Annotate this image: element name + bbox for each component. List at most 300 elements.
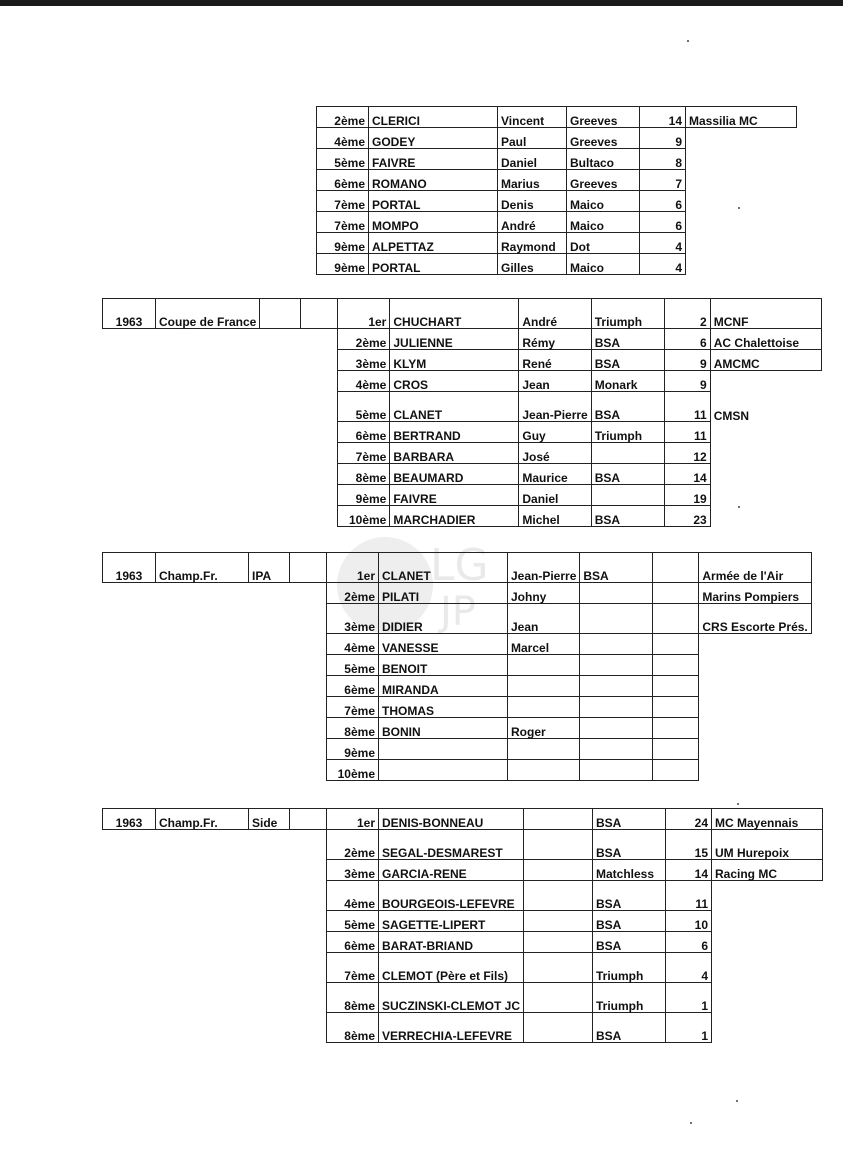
club-cell: CMSN [710, 392, 821, 422]
table-row [317, 233, 797, 254]
rider-name-cell: DIDIER [379, 604, 508, 634]
spacer-cell [290, 655, 327, 676]
club-cell: UM Hurepoix [712, 830, 823, 860]
points-cell: 9 [664, 371, 710, 392]
points-cell: 12 [664, 443, 710, 464]
spacer-cell [301, 329, 338, 350]
spacer-cell [156, 506, 260, 527]
rider-name-cell: CLANET [390, 392, 519, 422]
spacer-cell [103, 634, 156, 655]
points-cell: 6 [664, 329, 710, 350]
club-cell [710, 371, 821, 392]
table-row [103, 583, 812, 604]
spacer-cell [249, 697, 290, 718]
motorcycle-cell [591, 443, 664, 464]
rider-name-cell: CROS [390, 371, 519, 392]
spacer-cell [290, 718, 327, 739]
rider-name-cell: CHUCHART [390, 299, 519, 329]
rider-name-cell: PORTAL [369, 191, 498, 212]
scan-speck [687, 40, 689, 42]
rank-cell: 5ème [327, 911, 379, 932]
rider-name-cell: VERRECHIA-LEFEVRE [379, 1013, 524, 1043]
spacer-cell [156, 1013, 249, 1043]
first-name-cell: René [519, 350, 591, 371]
table-row [103, 329, 822, 350]
club-cell [710, 464, 821, 485]
points-cell: 15 [666, 830, 712, 860]
motorcycle-cell: BSA [593, 830, 666, 860]
rider-name-cell [379, 760, 508, 781]
motorcycle-cell: Dot [567, 233, 640, 254]
spacer-cell [249, 655, 290, 676]
motorcycle-cell [580, 718, 653, 739]
spacer-cell [156, 583, 249, 604]
table-row [103, 739, 812, 760]
rank-cell: 4ème [327, 634, 379, 655]
rank-cell: 10ème [327, 760, 379, 781]
rider-name-cell: CLANET [379, 553, 508, 583]
motorcycle-cell: Greeves [567, 128, 640, 149]
spacer-cell [103, 506, 156, 527]
rider-name-cell: BERTRAND [390, 422, 519, 443]
rider-name-cell: GARCIA-RENE [379, 860, 524, 881]
spacer-cell [103, 329, 156, 350]
spacer-cell [103, 464, 156, 485]
motorcycle-cell: Bultaco [567, 149, 640, 170]
table-row [103, 860, 823, 881]
motorcycle-cell: BSA [591, 392, 664, 422]
rider-name-cell [379, 739, 508, 760]
rank-cell: 6ème [317, 170, 369, 191]
points-cell: 14 [640, 107, 686, 128]
club-cell: Marins Pompiers [699, 583, 811, 604]
motorcycle-cell: BSA [591, 464, 664, 485]
results-table-continued [316, 106, 797, 275]
motorcycle-cell: Greeves [567, 170, 640, 191]
points-cell: 8 [640, 149, 686, 170]
points-cell [653, 760, 699, 781]
points-cell: 6 [666, 932, 712, 953]
motorcycle-cell: BSA [593, 932, 666, 953]
table-row [103, 464, 822, 485]
spacer-cell [290, 760, 327, 781]
spacer-cell [103, 953, 156, 983]
spacer-cell [103, 485, 156, 506]
rank-cell: 9ème [317, 233, 369, 254]
rider-name-cell: GODEY [369, 128, 498, 149]
points-cell: 11 [664, 422, 710, 443]
spacer-cell [156, 655, 249, 676]
points-cell [653, 718, 699, 739]
points-cell: 6 [640, 212, 686, 233]
table-row [103, 350, 822, 371]
spacer-cell [249, 634, 290, 655]
spacer-cell [301, 371, 338, 392]
table-row [317, 149, 797, 170]
results-table-champ-fr-side [102, 808, 823, 1043]
spacer-cell [156, 881, 249, 911]
club-cell [686, 233, 797, 254]
table-row [317, 107, 797, 128]
rank-cell: 5ème [327, 655, 379, 676]
club-cell [699, 655, 811, 676]
motorcycle-cell: BSA [580, 553, 653, 583]
motorcycle-cell [580, 655, 653, 676]
motorcycle-cell [580, 604, 653, 634]
spacer-cell [103, 655, 156, 676]
rider-name-cell: BONIN [379, 718, 508, 739]
rank-cell: 6ème [327, 676, 379, 697]
rank-cell: 7ème [317, 212, 369, 233]
rider-name-cell: THOMAS [379, 697, 508, 718]
first-name-cell: Jean [508, 604, 580, 634]
rider-name-cell: DENIS-BONNEAU [379, 809, 524, 830]
points-cell [653, 739, 699, 760]
motorcycle-cell: Triumph [593, 953, 666, 983]
first-name-cell: Rémy [519, 329, 591, 350]
empty-cell [290, 553, 327, 583]
rank-cell: 5ème [317, 149, 369, 170]
points-cell: 1 [666, 983, 712, 1013]
rider-name-cell: KLYM [390, 350, 519, 371]
club-cell: AMCMC [710, 350, 821, 371]
points-cell: 4 [640, 254, 686, 275]
motorcycle-cell: Greeves [567, 107, 640, 128]
spacer-cell [156, 371, 260, 392]
spacer-cell [260, 485, 301, 506]
motorcycle-cell [580, 739, 653, 760]
club-cell: Massilia MC [686, 107, 797, 128]
first-name-cell: André [519, 299, 591, 329]
spacer-cell [290, 932, 327, 953]
motorcycle-cell: BSA [591, 329, 664, 350]
table-row [103, 553, 812, 583]
rider-name-cell: CLEMOT (Père et Fils) [379, 953, 524, 983]
motorcycle-cell [580, 583, 653, 604]
table-row [103, 809, 823, 830]
first-name-cell: Roger [508, 718, 580, 739]
rider-name-cell: JULIENNE [390, 329, 519, 350]
results-table-champ-fr-ipa [102, 552, 812, 781]
first-name-cell [524, 809, 593, 830]
spacer-cell [260, 350, 301, 371]
spacer-cell [156, 697, 249, 718]
spacer-cell [103, 1013, 156, 1043]
club-cell: Armée de l'Air [699, 553, 811, 583]
first-name-cell [524, 932, 593, 953]
club-cell [712, 953, 823, 983]
spacer-cell [156, 464, 260, 485]
points-cell: 9 [664, 350, 710, 371]
spacer-cell [290, 676, 327, 697]
rider-name-cell: BENOIT [379, 655, 508, 676]
rank-cell: 9ème [317, 254, 369, 275]
first-name-cell: Vincent [498, 107, 567, 128]
first-name-cell [524, 953, 593, 983]
first-name-cell [524, 983, 593, 1013]
spacer-cell [156, 860, 249, 881]
motorcycle-cell: BSA [593, 1013, 666, 1043]
spacer-cell [260, 371, 301, 392]
table-row [103, 422, 822, 443]
motorcycle-cell: Triumph [593, 983, 666, 1013]
table-row [103, 299, 822, 329]
spacer-cell [156, 329, 260, 350]
first-name-cell: Daniel [519, 485, 591, 506]
rank-cell: 8ème [327, 983, 379, 1013]
spacer-cell [103, 830, 156, 860]
first-name-cell: Marcel [508, 634, 580, 655]
table-row [317, 212, 797, 233]
rider-name-cell: ROMANO [369, 170, 498, 191]
spacer-cell [103, 881, 156, 911]
table-row [103, 830, 823, 860]
spacer-cell [249, 953, 290, 983]
table-row [103, 485, 822, 506]
rank-cell: 2ème [338, 329, 390, 350]
club-cell: CRS Escorte Prés. [699, 604, 811, 634]
club-cell [699, 634, 811, 655]
club-cell [710, 485, 821, 506]
rank-cell: 10ème [338, 506, 390, 527]
rank-cell: 3ème [327, 604, 379, 634]
first-name-cell: Denis [498, 191, 567, 212]
table-row [317, 170, 797, 191]
empty-cell [290, 809, 327, 830]
rank-cell: 2ème [317, 107, 369, 128]
first-name-cell: Johny [508, 583, 580, 604]
table-row [317, 254, 797, 275]
club-cell [699, 718, 811, 739]
spacer-cell [249, 760, 290, 781]
scan-speck [737, 803, 739, 805]
first-name-cell: Paul [498, 128, 567, 149]
motorcycle-cell: Maico [567, 191, 640, 212]
spacer-cell [103, 371, 156, 392]
first-name-cell [524, 860, 593, 881]
club-cell [699, 739, 811, 760]
rank-cell: 6ème [327, 932, 379, 953]
spacer-cell [290, 739, 327, 760]
svg-text:LG: LG [430, 540, 489, 591]
spacer-cell [156, 350, 260, 371]
spacer-cell [103, 604, 156, 634]
spacer-cell [301, 464, 338, 485]
competition-cell: Champ.Fr. [156, 809, 249, 830]
spacer-cell [103, 739, 156, 760]
club-cell: AC Chalettoise [710, 329, 821, 350]
spacer-cell [156, 485, 260, 506]
first-name-cell: Michel [519, 506, 591, 527]
spacer-cell [156, 983, 249, 1013]
points-cell: 14 [666, 860, 712, 881]
motorcycle-cell: BSA [593, 911, 666, 932]
spacer-cell [156, 932, 249, 953]
motorcycle-cell: BSA [591, 506, 664, 527]
spacer-cell [103, 718, 156, 739]
table-row [103, 932, 823, 953]
spacer-cell [249, 932, 290, 953]
spacer-cell [156, 760, 249, 781]
rank-cell: 9ème [338, 485, 390, 506]
spacer-cell [156, 953, 249, 983]
first-name-cell [508, 697, 580, 718]
rank-cell: 1er [338, 299, 390, 329]
spacer-cell [249, 830, 290, 860]
spacer-cell [156, 739, 249, 760]
spacer-cell [103, 350, 156, 371]
rider-name-cell: FAIVRE [369, 149, 498, 170]
first-name-cell [508, 739, 580, 760]
spacer-cell [260, 422, 301, 443]
rank-cell: 1er [327, 553, 379, 583]
first-name-cell: Daniel [498, 149, 567, 170]
points-cell [653, 553, 699, 583]
spacer-cell [249, 983, 290, 1013]
motorcycle-cell: Maico [567, 212, 640, 233]
category-cell: Side [249, 809, 290, 830]
category-cell [260, 299, 301, 329]
points-cell [653, 655, 699, 676]
rank-cell: 4ème [317, 128, 369, 149]
rider-name-cell: SAGETTE-LIPERT [379, 911, 524, 932]
club-cell [712, 911, 823, 932]
rider-name-cell: ALPETTAZ [369, 233, 498, 254]
spacer-cell [156, 911, 249, 932]
points-cell: 4 [640, 233, 686, 254]
spacer-cell [156, 604, 249, 634]
spacer-cell [103, 860, 156, 881]
rider-name-cell: PILATI [379, 583, 508, 604]
spacer-cell [301, 443, 338, 464]
table-row [103, 676, 812, 697]
first-name-cell [524, 830, 593, 860]
table-row [103, 760, 812, 781]
spacer-cell [103, 676, 156, 697]
spacer-cell [290, 983, 327, 1013]
rank-cell: 1er [327, 809, 379, 830]
year-cell: 1963 [103, 809, 156, 830]
spacer-cell [249, 604, 290, 634]
points-cell [653, 583, 699, 604]
club-cell [699, 676, 811, 697]
table-row [103, 443, 822, 464]
spacer-cell [290, 860, 327, 881]
rider-name-cell: BEAUMARD [390, 464, 519, 485]
competition-cell: Coupe de France [156, 299, 260, 329]
spacer-cell [260, 464, 301, 485]
spacer-cell [290, 583, 327, 604]
first-name-cell [508, 655, 580, 676]
table-row [103, 1013, 823, 1043]
spacer-cell [249, 1013, 290, 1043]
club-cell [686, 170, 797, 191]
spacer-cell [290, 1013, 327, 1043]
category-cell: IPA [249, 553, 290, 583]
svg-text:JP: JP [440, 589, 476, 635]
points-cell: 4 [666, 953, 712, 983]
rank-cell: 2ème [327, 830, 379, 860]
spacer-cell [156, 392, 260, 422]
spacer-cell [290, 604, 327, 634]
table-row [103, 506, 822, 527]
motorcycle-cell: Triumph [591, 299, 664, 329]
points-cell: 7 [640, 170, 686, 191]
results-table-coupe-de-france [102, 298, 822, 527]
spacer-cell [103, 583, 156, 604]
rank-cell: 7ème [327, 953, 379, 983]
spacer-cell [260, 392, 301, 422]
spacer-cell [103, 697, 156, 718]
scan-speck [736, 1100, 738, 1102]
rider-name-cell: SUCZINSKI-CLEMOT JC [379, 983, 524, 1013]
club-cell [710, 422, 821, 443]
rank-cell: 2ème [327, 583, 379, 604]
points-cell: 19 [664, 485, 710, 506]
first-name-cell: José [519, 443, 591, 464]
table-row [103, 604, 812, 634]
motorcycle-cell: BSA [593, 809, 666, 830]
first-name-cell [508, 760, 580, 781]
rank-cell: 3ème [338, 350, 390, 371]
spacer-cell [249, 739, 290, 760]
table-row [103, 371, 822, 392]
table-row [103, 392, 822, 422]
spacer-cell [249, 583, 290, 604]
rider-name-cell: BARAT-BRIAND [379, 932, 524, 953]
points-cell [653, 634, 699, 655]
spacer-cell [290, 881, 327, 911]
table-row [103, 718, 812, 739]
rider-name-cell: BARBARA [390, 443, 519, 464]
club-cell [686, 128, 797, 149]
motorcycle-cell [580, 760, 653, 781]
rank-cell: 3ème [327, 860, 379, 881]
motorcycle-cell: Triumph [591, 422, 664, 443]
rider-name-cell: FAIVRE [390, 485, 519, 506]
spacer-cell [290, 634, 327, 655]
spacer-cell [103, 422, 156, 443]
club-cell: MCNF [710, 299, 821, 329]
points-cell [653, 604, 699, 634]
table-row [103, 983, 823, 1013]
first-name-cell: Guy [519, 422, 591, 443]
table-row [103, 881, 823, 911]
first-name-cell [508, 676, 580, 697]
rider-name-cell: BOURGEOIS-LEFEVRE [379, 881, 524, 911]
spacer-cell [290, 697, 327, 718]
spacer-cell [301, 350, 338, 371]
spacer-cell [103, 392, 156, 422]
rank-cell: 7ème [338, 443, 390, 464]
table-row [103, 655, 812, 676]
spacer-cell [290, 953, 327, 983]
motorcycle-cell [591, 485, 664, 506]
spacer-cell [156, 443, 260, 464]
spacer-cell [249, 718, 290, 739]
first-name-cell: Jean-Pierre [508, 553, 580, 583]
spacer-cell [103, 983, 156, 1013]
points-cell [653, 697, 699, 718]
spacer-cell [103, 911, 156, 932]
rank-cell: 8ème [327, 718, 379, 739]
motorcycle-cell: Maico [567, 254, 640, 275]
club-cell [710, 443, 821, 464]
first-name-cell: Raymond [498, 233, 567, 254]
first-name-cell: Marius [498, 170, 567, 191]
motorcycle-cell: Monark [591, 371, 664, 392]
rider-name-cell: MIRANDA [379, 676, 508, 697]
